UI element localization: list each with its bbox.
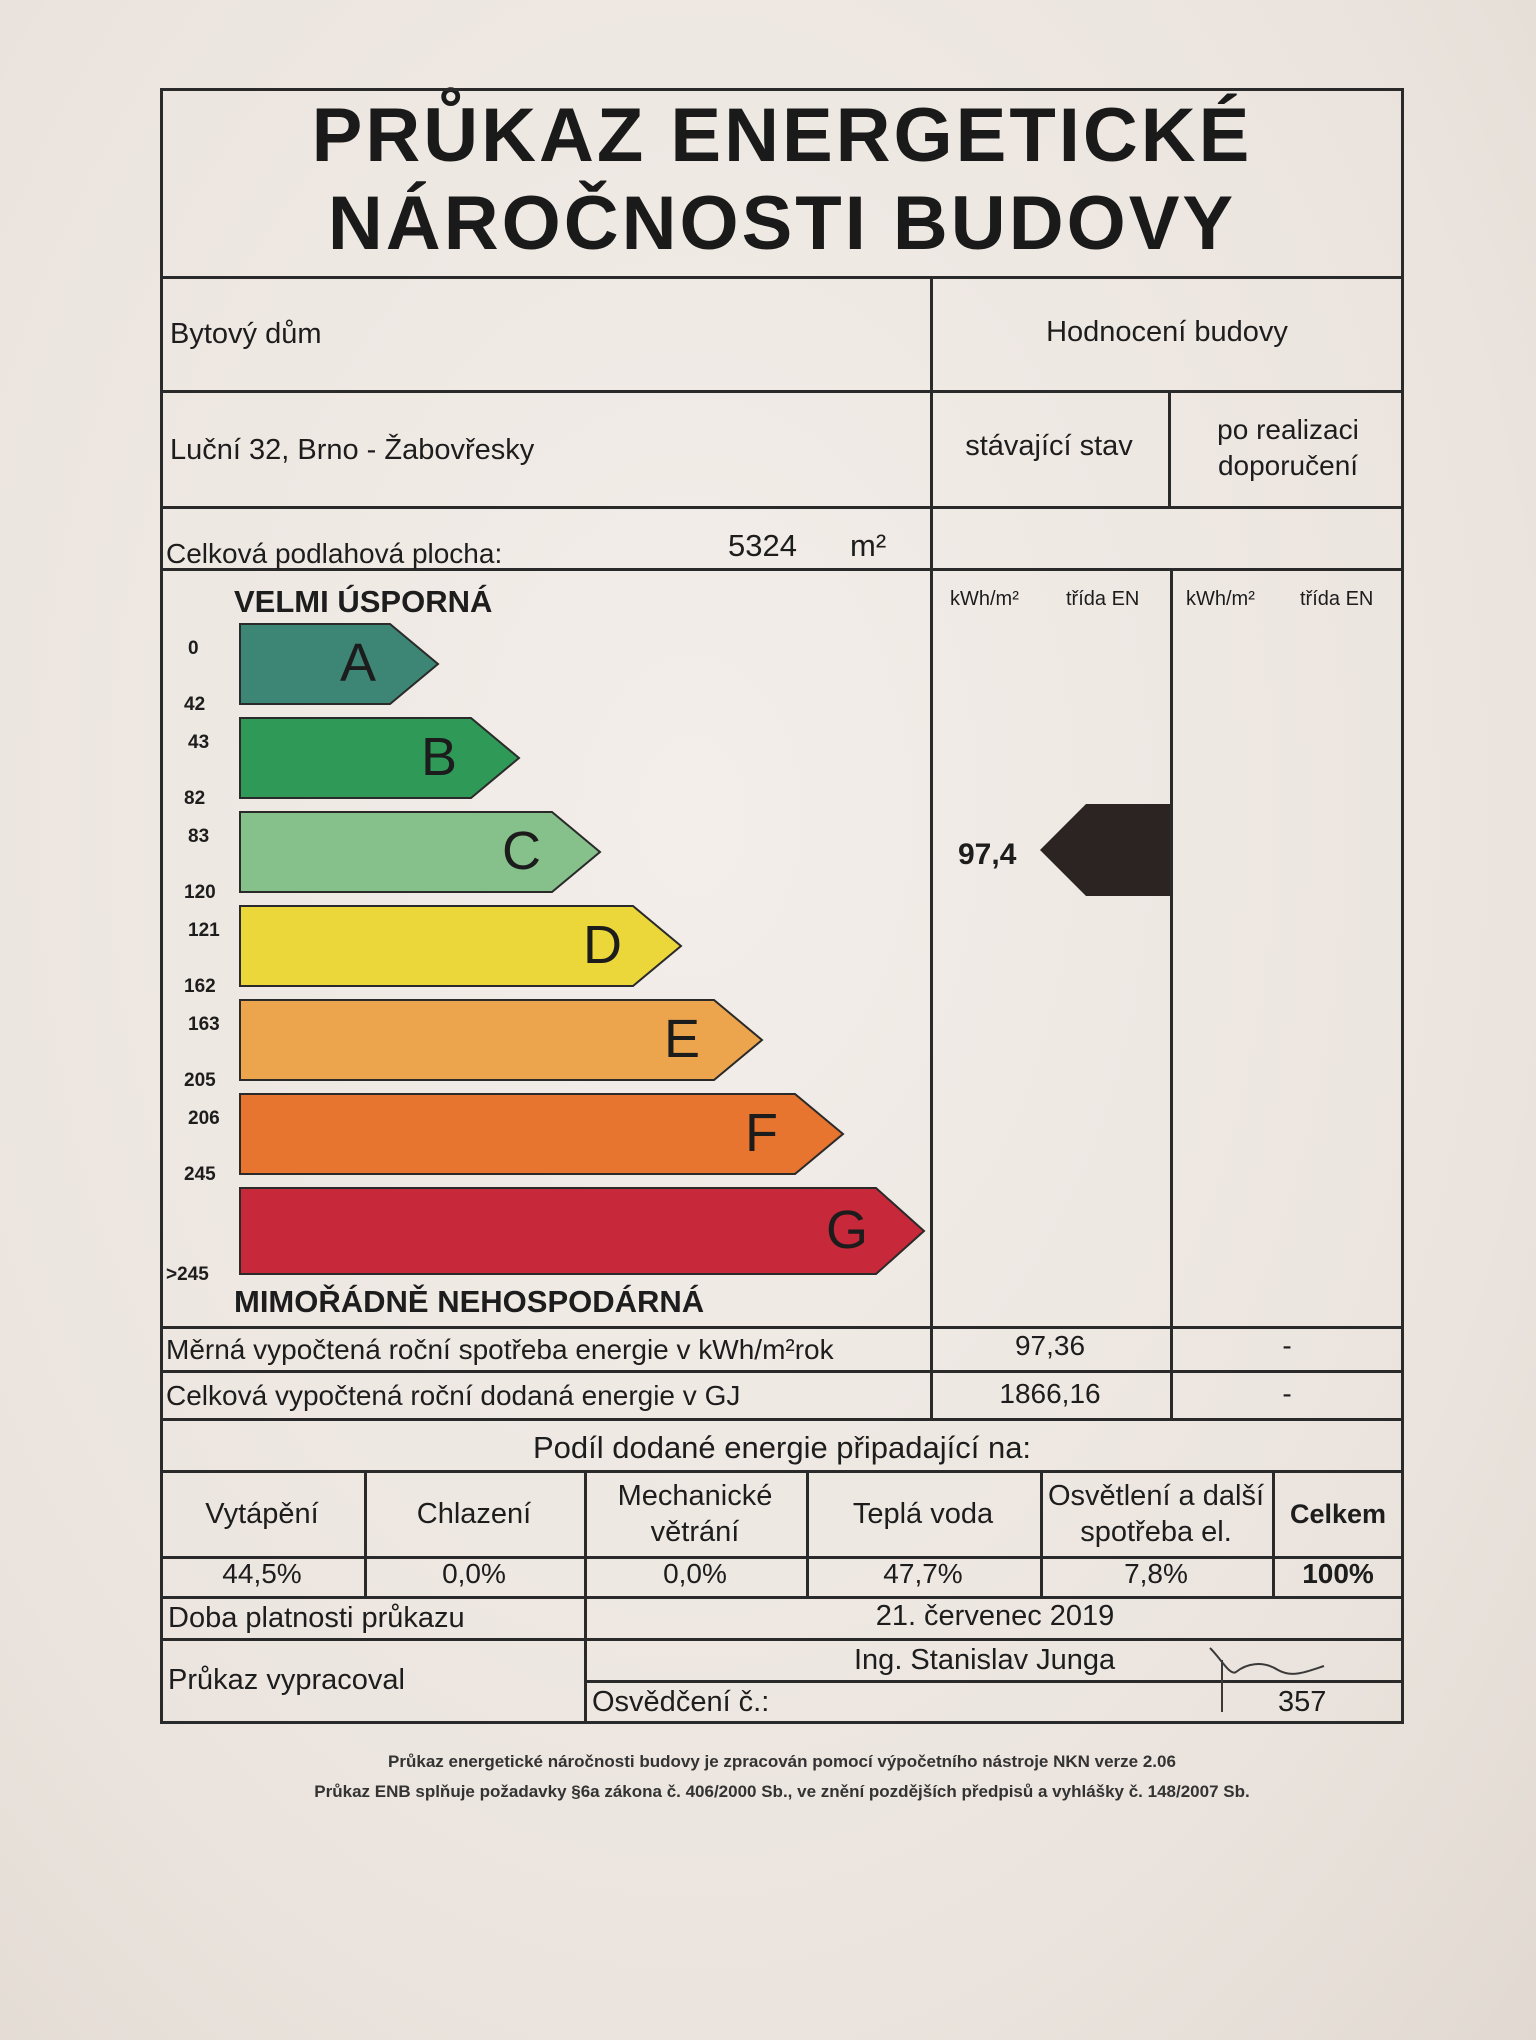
total-energy-current: 1866,16 bbox=[999, 1378, 1101, 1409]
footer-line-1: Průkaz energetické náročnosti budovy je zpracován pomocí výpočetního nástroje NKN verze 2.06 bbox=[388, 1752, 1176, 1771]
evaluation-header: Hodnocení budovy bbox=[1046, 316, 1288, 348]
share-value-cell: 44,5% bbox=[222, 1558, 302, 1589]
current-class-label: třída EN bbox=[1066, 588, 1140, 610]
validity-label: Doba platnosti průkazu bbox=[168, 1602, 465, 1634]
energy-class-band-a bbox=[240, 624, 438, 704]
title-line-2: NÁROČNOSTI BUDOVY bbox=[327, 181, 1237, 266]
after-class-label: třída EN bbox=[1300, 588, 1374, 610]
share-header-cell: Chlazení bbox=[416, 1498, 532, 1530]
energy-class-band-b bbox=[240, 718, 519, 798]
title-line-1: PRŮKAZ ENERGETICKÉ bbox=[311, 93, 1253, 178]
current-unit-label: kWh/m² bbox=[950, 588, 1019, 610]
scale-range-to: 42 bbox=[184, 694, 206, 715]
specific-energy-current: 97,36 bbox=[1014, 1330, 1086, 1361]
floor-area-unit: m² bbox=[850, 528, 887, 563]
energy-class-letter: B bbox=[421, 727, 458, 787]
share-header-cell: Mechanické větrání bbox=[617, 1480, 773, 1548]
share-header-cell: Osvětlení a další spotřeba el. bbox=[1048, 1480, 1264, 1548]
share-value-cell: 47,7% bbox=[883, 1558, 963, 1589]
scale-range-to: >245 bbox=[166, 1264, 209, 1285]
scale-range-from: 0 bbox=[188, 638, 199, 659]
energy-class-band-g bbox=[240, 1188, 924, 1274]
energy-class-letter: G bbox=[826, 1200, 869, 1260]
scale-bottom-label: MIMOŘÁDNĚ NEHOSPODÁRNÁ bbox=[234, 1284, 705, 1319]
energy-class-band-c bbox=[240, 812, 600, 892]
share-value-cell: 0,0% bbox=[663, 1558, 727, 1589]
scale-range-to: 82 bbox=[184, 788, 206, 809]
scale-range-to: 162 bbox=[184, 976, 216, 997]
floor-area-value: 5324 bbox=[728, 528, 797, 563]
building-type: Bytový dům bbox=[170, 318, 322, 350]
specific-energy-after: - bbox=[1282, 1330, 1292, 1361]
certificate-number: 357 bbox=[1278, 1686, 1327, 1718]
current-value: 97,4 bbox=[958, 838, 1017, 871]
current-state-label: stávající stav bbox=[965, 430, 1133, 462]
scale-range-to: 245 bbox=[184, 1164, 216, 1185]
after-recommendation-label: po realizaci doporučení bbox=[1217, 414, 1359, 481]
share-header-cell: Celkem bbox=[1289, 1499, 1387, 1529]
scale-range-from: 206 bbox=[188, 1108, 220, 1129]
energy-class-letter: F bbox=[745, 1103, 778, 1163]
building-address: Luční 32, Brno - Žabovřesky bbox=[170, 434, 535, 466]
energy-class-letter: D bbox=[583, 915, 622, 975]
scale-range-from: 121 bbox=[188, 920, 220, 941]
author-name: Ing. Stanislav Junga bbox=[854, 1644, 1116, 1676]
after-unit-label: kWh/m² bbox=[1186, 588, 1255, 610]
share-title: Podíl dodané energie připadající na: bbox=[532, 1430, 1032, 1465]
share-value-cell: 7,8% bbox=[1124, 1558, 1188, 1589]
validity-value: 21. červenec 2019 bbox=[875, 1600, 1115, 1632]
scale-range-from: 83 bbox=[188, 826, 210, 847]
share-header-cell: Vytápění bbox=[205, 1498, 319, 1530]
scale-top-label: VELMI ÚSPORNÁ bbox=[234, 584, 493, 619]
scale-range-to: 205 bbox=[184, 1070, 216, 1091]
energy-class-letter: E bbox=[664, 1009, 701, 1069]
author-label: Průkaz vypracoval bbox=[168, 1664, 405, 1696]
current-class-indicator bbox=[1040, 804, 1170, 896]
share-header-cell: Teplá voda bbox=[852, 1498, 994, 1530]
specific-energy-label: Měrná vypočtená roční spotřeba energie v kWh/m²rok bbox=[166, 1334, 834, 1365]
total-energy-after: - bbox=[1282, 1378, 1292, 1409]
floor-area-label: Celková podlahová plocha: bbox=[166, 538, 503, 569]
footer-line-2: Průkaz ENB splňuje požadavky §6a zákona č. 406/2000 Sb., ve znění pozdějších předpisů a vyhlášky č. 148/2007 Sb. bbox=[314, 1782, 1250, 1801]
share-value-cell: 0,0% bbox=[442, 1558, 506, 1589]
certificate-number-label: Osvědčení č.: bbox=[592, 1686, 770, 1718]
total-energy-label: Celková vypočtená roční dodaná energie v GJ bbox=[166, 1380, 741, 1411]
energy-class-letter: A bbox=[340, 633, 377, 693]
scale-range-to: 120 bbox=[184, 882, 216, 903]
scale-range-from: 163 bbox=[188, 1014, 220, 1035]
share-value-cell: 100% bbox=[1302, 1558, 1374, 1589]
energy-class-letter: C bbox=[502, 821, 541, 881]
scale-range-from: 43 bbox=[188, 732, 210, 753]
